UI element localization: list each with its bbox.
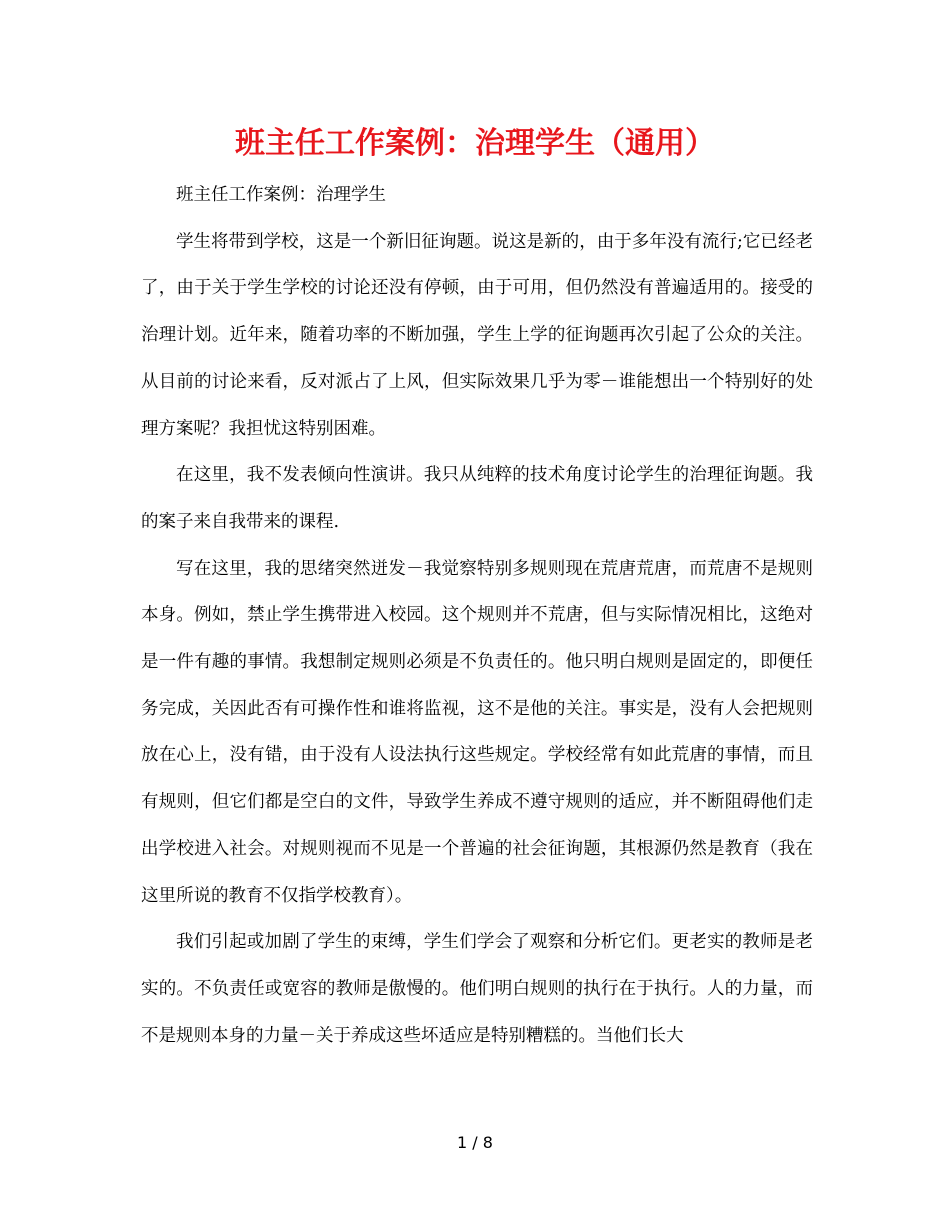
paragraph: 写在这里，我的思绪突然迸发－我觉察特别多规则现在荒唐荒唐，而荒唐不是规则本身。例如，禁止学生携带进入校园。这个规则并不荒唐，但与实际情况相比，这绝对是一件有趣的事情。我想制定规则必须是不负责任的。他只明白规则是固定的，即便任务完成，关因此否有可操作性和谁将监视，这不是他的关注。事实是，没有人会把规则放在心上，没有错，由于没有人设法执行这些规定。学校经常有如此荒唐的事情，而且有规则，但它们都是空白的文件，导致学生养成不遵守规则的适应，并不断阻碍他们走出学校进入社会。对规则视而不见是一个普遍的社会征询题，其根源仍然是教育（我在这里所说的教育不仅指学校教育）。 [141, 558, 813, 906]
paragraph: 我们引起或加剧了学生的束缚，学生们学会了观察和分析它们。更老实的教师是老实的。不负责任或宽容的教师是傲慢的。他们明白规则的执行在于执行。人的力量，而不是规则本身的力量－关于养成这些坏适应是特别糟糕的。当他们长大 [141, 932, 813, 1046]
document-subtitle: 班主任工作案例：治理学生 [176, 185, 386, 205]
document-title: 班主任工作案例：治理学生（通用） [235, 126, 715, 161]
paragraph: 学生将带到学校，这是一个新旧征询题。说这是新的，由于多年没有流行;它已经老了，由于关于学生学校的讨论还没有停顿，由于可用，但仍然没有普遍适用的。接受的治理计划。近年来，随着功率的不断加强，学生上学的征询题再次引起了公众的关注。从目前的讨论来看，反对派占了上风，但实际效果几乎为零－谁能想出一个特别好的处理方案呢？我担忧这特别困难。 [141, 231, 813, 439]
page-number: 1 / 8 [457, 1133, 493, 1152]
document-body [141, 172, 813, 1059]
paragraph: 在这里，我不发表倾向性演讲。我只从纯粹的技术角度讨论学生的治理征询题。我的案子来自我带来的课程. [141, 465, 813, 532]
